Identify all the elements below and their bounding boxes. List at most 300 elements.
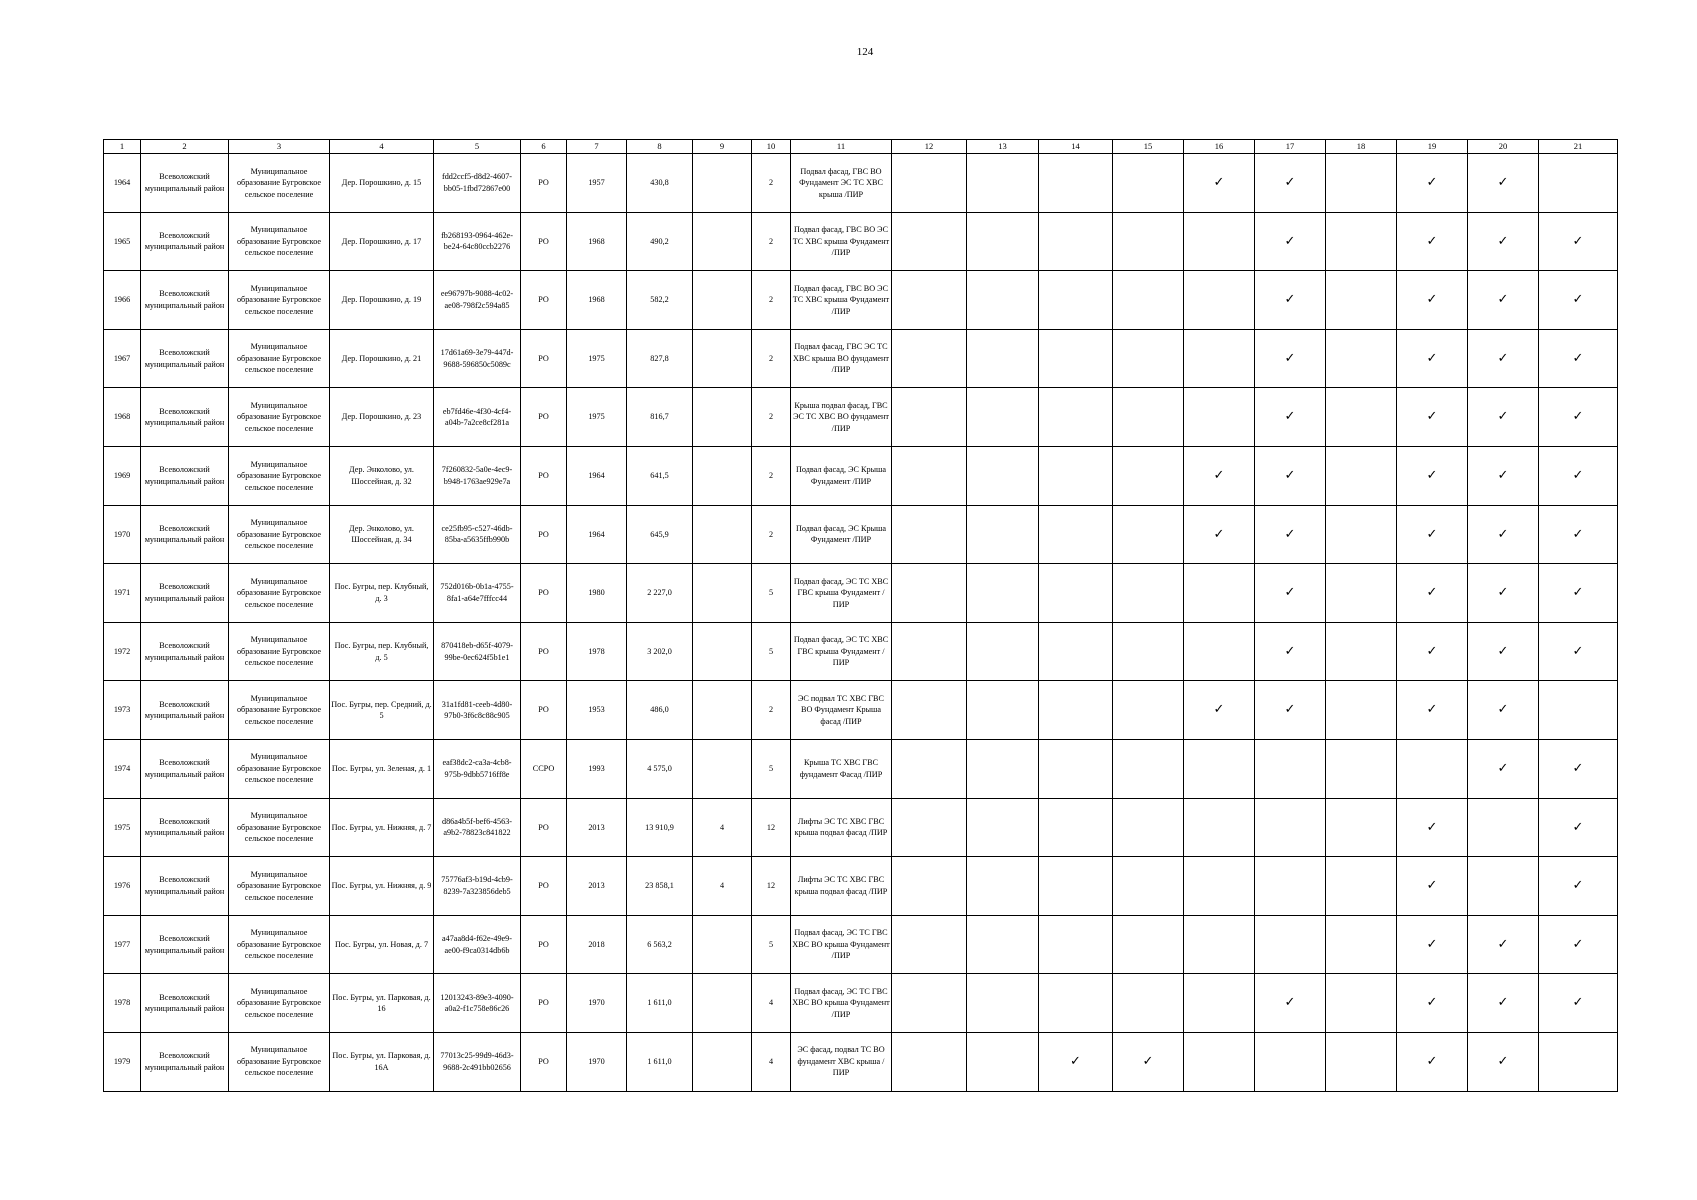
check-cell-19	[1397, 388, 1468, 447]
floors-cell: 2	[752, 329, 791, 388]
build-year-cell: 1968	[567, 271, 627, 330]
check-cell-16	[1184, 564, 1255, 623]
check-cell-18	[1326, 212, 1397, 271]
check-cell-12	[892, 212, 967, 271]
check-cell-15	[1113, 1032, 1184, 1091]
check-cell-20	[1468, 739, 1539, 798]
ownership-type-cell: РО	[521, 564, 567, 623]
check-cell-14	[1039, 681, 1113, 740]
check-cell-20	[1468, 798, 1539, 857]
check-cell-12	[892, 505, 967, 564]
check-cell-21	[1539, 798, 1618, 857]
table-row	[104, 974, 1618, 1033]
district-cell: Всеволожский муниципальный район	[141, 388, 229, 447]
build-year-cell: 1964	[567, 446, 627, 505]
check-cell-17	[1255, 857, 1326, 916]
column-number-4: 4	[330, 140, 434, 154]
row-number: 1965	[104, 212, 141, 271]
check-cell-17	[1255, 271, 1326, 330]
check-cell-12	[892, 154, 967, 213]
floors-cell: 4	[752, 974, 791, 1033]
row-number: 1968	[104, 388, 141, 447]
check-mark-icon: ✓	[1426, 409, 1438, 425]
table-row	[104, 857, 1618, 916]
table-row	[104, 446, 1618, 505]
district-cell: Всеволожский муниципальный район	[141, 564, 229, 623]
check-cell-12	[892, 564, 967, 623]
check-cell-20	[1468, 388, 1539, 447]
check-cell-16	[1184, 798, 1255, 857]
table-row	[104, 798, 1618, 857]
check-cell-13	[967, 271, 1039, 330]
build-year-cell: 1970	[567, 974, 627, 1033]
check-mark-icon: ✓	[1426, 936, 1438, 952]
column-number-17: 17	[1255, 140, 1326, 154]
check-cell-21	[1539, 564, 1618, 623]
check-mark-icon: ✓	[1284, 233, 1296, 249]
area-cell: 486,0	[627, 681, 693, 740]
row-number: 1974	[104, 739, 141, 798]
ownership-type-cell: РО	[521, 1032, 567, 1091]
check-cell-17	[1255, 798, 1326, 857]
check-mark-icon: ✓	[1497, 702, 1509, 718]
check-cell-13	[967, 915, 1039, 974]
house-uid-cell: ce25fb95-c527-46db-85ba-a5635ffb990b	[434, 505, 521, 564]
check-cell-13	[967, 681, 1039, 740]
check-cell-14	[1039, 564, 1113, 623]
address-cell: Пос. Бугры, ул. Нижняя, д. 7	[330, 798, 434, 857]
house-uid-cell: eaf38dc2-ca3a-4cb8-975b-9dbb5716ff8e	[434, 739, 521, 798]
check-cell-13	[967, 154, 1039, 213]
check-cell-17	[1255, 388, 1326, 447]
works-list-cell: Лифты ЭС ТС ХВС ГВС крыша подвал фасад /ПИР	[791, 798, 892, 857]
address-cell: Дер. Порошкино, д. 23	[330, 388, 434, 447]
check-mark-icon: ✓	[1497, 468, 1509, 484]
check-mark-icon: ✓	[1142, 1053, 1154, 1069]
works-list-cell: Подвал фасад, ЭС ТС ГВС ХВС ВО крыша Фундамент /ПИР	[791, 974, 892, 1033]
floors-cell: 2	[752, 154, 791, 213]
floors-cell: 12	[752, 857, 791, 916]
table-row	[104, 271, 1618, 330]
address-cell: Пос. Бугры, ул. Зеленая, д. 1	[330, 739, 434, 798]
check-cell-13	[967, 798, 1039, 857]
check-cell-14	[1039, 622, 1113, 681]
check-mark-icon: ✓	[1497, 585, 1509, 601]
table-row	[104, 564, 1618, 623]
check-mark-icon: ✓	[1497, 995, 1509, 1011]
check-cell-19	[1397, 329, 1468, 388]
check-cell-12	[892, 739, 967, 798]
check-cell-19	[1397, 564, 1468, 623]
check-cell-13	[967, 564, 1039, 623]
check-mark-icon: ✓	[1426, 585, 1438, 601]
area-cell: 430,8	[627, 154, 693, 213]
district-cell: Всеволожский муниципальный район	[141, 681, 229, 740]
check-mark-icon: ✓	[1497, 760, 1509, 776]
check-mark-icon: ✓	[1497, 409, 1509, 425]
check-cell-12	[892, 388, 967, 447]
area-cell: 490,2	[627, 212, 693, 271]
check-cell-13	[967, 388, 1039, 447]
check-mark-icon: ✓	[1426, 1053, 1438, 1069]
column-number-6: 6	[521, 140, 567, 154]
house-uid-cell: 75776af3-b19d-4cb9-8239-7a323856deb5	[434, 857, 521, 916]
house-uid-cell: ee96797b-9088-4c02-ae08-798f2c594a85	[434, 271, 521, 330]
check-cell-21	[1539, 388, 1618, 447]
works-list-cell: Подвал фасад, ЭС ТС ГВС ХВС ВО крыша Фундамент /ПИР	[791, 915, 892, 974]
column-9-cell	[693, 329, 752, 388]
works-list-cell: Подвал фасад, ЭС ТС ХВС ГВС крыша Фундамент /ПИР	[791, 564, 892, 623]
municipality-cell: Муниципальное образование Бугровское сельское поселение	[229, 857, 330, 916]
check-mark-icon: ✓	[1213, 526, 1225, 542]
ownership-type-cell: РО	[521, 798, 567, 857]
build-year-cell: 1957	[567, 154, 627, 213]
check-cell-14	[1039, 388, 1113, 447]
column-number-19: 19	[1397, 140, 1468, 154]
check-cell-16	[1184, 212, 1255, 271]
column-number-2: 2	[141, 140, 229, 154]
check-cell-18	[1326, 329, 1397, 388]
address-cell: Дер. Порошкино, д. 15	[330, 154, 434, 213]
check-cell-12	[892, 446, 967, 505]
check-cell-20	[1468, 622, 1539, 681]
address-cell: Дер. Энколово, ул. Шоссейная, д. 34	[330, 505, 434, 564]
check-mark-icon: ✓	[1572, 350, 1584, 366]
check-cell-18	[1326, 271, 1397, 330]
check-cell-19	[1397, 739, 1468, 798]
address-cell: Дер. Порошкино, д. 19	[330, 271, 434, 330]
ownership-type-cell: РО	[521, 857, 567, 916]
column-number-10: 10	[752, 140, 791, 154]
column-number-20: 20	[1468, 140, 1539, 154]
column-9-cell	[693, 564, 752, 623]
district-cell: Всеволожский муниципальный район	[141, 505, 229, 564]
check-cell-15	[1113, 212, 1184, 271]
check-cell-15	[1113, 857, 1184, 916]
check-cell-12	[892, 271, 967, 330]
column-number-3: 3	[229, 140, 330, 154]
check-cell-16	[1184, 446, 1255, 505]
check-cell-12	[892, 1032, 967, 1091]
check-mark-icon: ✓	[1572, 995, 1584, 1011]
check-cell-16	[1184, 388, 1255, 447]
area-cell: 1 611,0	[627, 974, 693, 1033]
check-cell-16	[1184, 681, 1255, 740]
municipality-cell: Муниципальное образование Бугровское сельское поселение	[229, 271, 330, 330]
check-mark-icon: ✓	[1070, 1053, 1081, 1069]
ownership-type-cell: РО	[521, 681, 567, 740]
district-cell: Всеволожский муниципальный район	[141, 622, 229, 681]
address-cell: Пос. Бугры, пер. Клубный, д. 3	[330, 564, 434, 623]
check-cell-21	[1539, 681, 1618, 740]
row-number: 1970	[104, 505, 141, 564]
check-cell-19	[1397, 681, 1468, 740]
column-9-cell	[693, 388, 752, 447]
works-list-cell: ЭС фасад, подвал ТС ВО фундамент ХВС крыша /ПИР	[791, 1032, 892, 1091]
row-number: 1977	[104, 915, 141, 974]
house-uid-cell: 7f260832-5a0e-4ec9-b948-1763ae929e7a	[434, 446, 521, 505]
build-year-cell: 1975	[567, 329, 627, 388]
check-cell-19	[1397, 857, 1468, 916]
check-mark-icon: ✓	[1284, 526, 1296, 542]
row-number: 1964	[104, 154, 141, 213]
check-mark-icon: ✓	[1497, 292, 1509, 308]
check-cell-20	[1468, 1032, 1539, 1091]
house-uid-cell: d86a4b5f-bef6-4563-a9b2-78823c841822	[434, 798, 521, 857]
table-row	[104, 329, 1618, 388]
address-cell: Пос. Бугры, пер. Клубный, д. 5	[330, 622, 434, 681]
column-number-8: 8	[627, 140, 693, 154]
column-9-cell: 4	[693, 798, 752, 857]
check-cell-12	[892, 915, 967, 974]
municipality-cell: Муниципальное образование Бугровское сельское поселение	[229, 681, 330, 740]
works-list-cell: Крыша подвал фасад, ГВС ЭС ТС ХВС ВО фундамент /ПИР	[791, 388, 892, 447]
build-year-cell: 2018	[567, 915, 627, 974]
check-mark-icon: ✓	[1426, 702, 1438, 718]
table-row	[104, 622, 1618, 681]
house-uid-cell: eb7fd46e-4f30-4cf4-a04b-7a2ce8cf281a	[434, 388, 521, 447]
check-cell-13	[967, 505, 1039, 564]
row-number: 1975	[104, 798, 141, 857]
check-cell-13	[967, 212, 1039, 271]
municipality-cell: Муниципальное образование Бугровское сельское поселение	[229, 505, 330, 564]
check-cell-19	[1397, 915, 1468, 974]
check-mark-icon: ✓	[1572, 643, 1584, 659]
check-cell-12	[892, 857, 967, 916]
check-cell-21	[1539, 857, 1618, 916]
column-9-cell	[693, 446, 752, 505]
check-cell-15	[1113, 388, 1184, 447]
check-cell-15	[1113, 798, 1184, 857]
check-mark-icon: ✓	[1572, 936, 1584, 952]
column-number-5: 5	[434, 140, 521, 154]
check-cell-20	[1468, 564, 1539, 623]
check-mark-icon: ✓	[1572, 878, 1584, 894]
check-cell-16	[1184, 1032, 1255, 1091]
check-mark-icon: ✓	[1426, 819, 1438, 835]
check-cell-12	[892, 681, 967, 740]
row-number: 1972	[104, 622, 141, 681]
check-cell-13	[967, 446, 1039, 505]
column-9-cell: 4	[693, 857, 752, 916]
check-cell-17	[1255, 915, 1326, 974]
check-cell-17	[1255, 681, 1326, 740]
check-cell-17	[1255, 1032, 1326, 1091]
row-number: 1973	[104, 681, 141, 740]
ownership-type-cell: РО	[521, 974, 567, 1033]
column-9-cell	[693, 1032, 752, 1091]
row-number: 1971	[104, 564, 141, 623]
municipality-cell: Муниципальное образование Бугровское сельское поселение	[229, 974, 330, 1033]
check-mark-icon: ✓	[1497, 936, 1509, 952]
area-cell: 2 227,0	[627, 564, 693, 623]
check-cell-18	[1326, 388, 1397, 447]
check-cell-14	[1039, 974, 1113, 1033]
check-mark-icon: ✓	[1572, 819, 1584, 835]
column-9-cell	[693, 974, 752, 1033]
column-9-cell	[693, 212, 752, 271]
check-cell-21	[1539, 271, 1618, 330]
area-cell: 816,7	[627, 388, 693, 447]
check-cell-20	[1468, 212, 1539, 271]
address-cell: Дер. Порошкино, д. 21	[330, 329, 434, 388]
row-number: 1967	[104, 329, 141, 388]
check-cell-18	[1326, 564, 1397, 623]
check-cell-14	[1039, 329, 1113, 388]
row-number: 1966	[104, 271, 141, 330]
column-9-cell	[693, 154, 752, 213]
check-cell-19	[1397, 154, 1468, 213]
check-cell-12	[892, 329, 967, 388]
check-cell-17	[1255, 505, 1326, 564]
build-year-cell: 1980	[567, 564, 627, 623]
row-number: 1969	[104, 446, 141, 505]
column-9-cell	[693, 915, 752, 974]
check-cell-15	[1113, 564, 1184, 623]
ownership-type-cell: РО	[521, 505, 567, 564]
check-cell-21	[1539, 622, 1618, 681]
check-cell-16	[1184, 974, 1255, 1033]
page-number: 124	[856, 46, 874, 58]
ownership-type-cell: РО	[521, 388, 567, 447]
check-mark-icon: ✓	[1426, 526, 1438, 542]
check-cell-21	[1539, 329, 1618, 388]
check-cell-12	[892, 622, 967, 681]
check-mark-icon: ✓	[1284, 350, 1296, 366]
check-cell-20	[1468, 329, 1539, 388]
floors-cell: 2	[752, 271, 791, 330]
check-mark-icon: ✓	[1572, 585, 1584, 601]
check-cell-14	[1039, 857, 1113, 916]
ownership-type-cell: РО	[521, 212, 567, 271]
municipality-cell: Муниципальное образование Бугровское сельское поселение	[229, 564, 330, 623]
check-cell-18	[1326, 1032, 1397, 1091]
column-9-cell	[693, 739, 752, 798]
check-cell-14	[1039, 154, 1113, 213]
table-row	[104, 739, 1618, 798]
works-list-cell: Подвал фасад, ЭС Крыша Фундамент /ПИР	[791, 505, 892, 564]
check-mark-icon: ✓	[1497, 643, 1509, 659]
ownership-type-cell: РО	[521, 622, 567, 681]
check-mark-icon: ✓	[1572, 760, 1584, 776]
column-number-18: 18	[1326, 140, 1397, 154]
check-cell-14	[1039, 915, 1113, 974]
column-number-row	[104, 140, 1618, 154]
check-cell-18	[1326, 622, 1397, 681]
check-cell-21	[1539, 212, 1618, 271]
check-cell-15	[1113, 505, 1184, 564]
check-cell-20	[1468, 505, 1539, 564]
floors-cell: 2	[752, 388, 791, 447]
works-list-cell: Подвал фасад, ГВС ЭС ТС ХВС крыша ВО фундамент /ПИР	[791, 329, 892, 388]
table-row	[104, 388, 1618, 447]
works-list-cell: Крыша ТС ХВС ГВС фундамент Фасад /ПИР	[791, 739, 892, 798]
table-row	[104, 212, 1618, 271]
address-cell: Пос. Бугры, ул. Нижняя, д. 9	[330, 857, 434, 916]
district-cell: Всеволожский муниципальный район	[141, 857, 229, 916]
district-cell: Всеволожский муниципальный район	[141, 154, 229, 213]
table-row	[104, 915, 1618, 974]
column-number-15: 15	[1113, 140, 1184, 154]
check-cell-16	[1184, 154, 1255, 213]
check-cell-19	[1397, 1032, 1468, 1091]
check-mark-icon: ✓	[1284, 643, 1296, 659]
row-number: 1976	[104, 857, 141, 916]
municipality-cell: Муниципальное образование Бугровское сельское поселение	[229, 212, 330, 271]
area-cell: 13 910,9	[627, 798, 693, 857]
check-cell-15	[1113, 446, 1184, 505]
column-number-1: 1	[104, 140, 141, 154]
check-cell-19	[1397, 974, 1468, 1033]
column-number-11: 11	[791, 140, 892, 154]
check-cell-16	[1184, 739, 1255, 798]
registry-table-wrapper	[103, 139, 1618, 1092]
check-mark-icon: ✓	[1284, 585, 1296, 601]
check-mark-icon: ✓	[1284, 409, 1296, 425]
area-cell: 4 575,0	[627, 739, 693, 798]
check-cell-16	[1184, 622, 1255, 681]
ownership-type-cell: РО	[521, 271, 567, 330]
check-cell-21	[1539, 505, 1618, 564]
address-cell: Пос. Бугры, ул. Парковая, д. 16А	[330, 1032, 434, 1091]
check-cell-14	[1039, 271, 1113, 330]
check-cell-15	[1113, 915, 1184, 974]
check-mark-icon: ✓	[1426, 878, 1438, 894]
house-uid-cell: 31a1fd81-ceeb-4d80-97b0-3f6c8c88c905	[434, 681, 521, 740]
ownership-type-cell: РО	[521, 915, 567, 974]
district-cell: Всеволожский муниципальный район	[141, 1032, 229, 1091]
check-mark-icon: ✓	[1497, 350, 1509, 366]
build-year-cell: 1964	[567, 505, 627, 564]
check-cell-17	[1255, 154, 1326, 213]
house-uid-cell: 870418eb-d65f-4079-99be-0ec624f5b1e1	[434, 622, 521, 681]
check-cell-17	[1255, 564, 1326, 623]
check-cell-15	[1113, 271, 1184, 330]
column-9-cell	[693, 622, 752, 681]
check-cell-18	[1326, 154, 1397, 213]
check-cell-18	[1326, 798, 1397, 857]
column-number-7: 7	[567, 140, 627, 154]
address-cell: Дер. Энколово, ул. Шоссейная, д. 32	[330, 446, 434, 505]
district-cell: Всеволожский муниципальный район	[141, 915, 229, 974]
check-cell-20	[1468, 681, 1539, 740]
ownership-type-cell: РО	[521, 329, 567, 388]
municipality-cell: Муниципальное образование Бугровское сельское поселение	[229, 622, 330, 681]
area-cell: 645,9	[627, 505, 693, 564]
table-row	[104, 505, 1618, 564]
check-cell-19	[1397, 271, 1468, 330]
check-cell-18	[1326, 974, 1397, 1033]
build-year-cell: 1968	[567, 212, 627, 271]
check-cell-13	[967, 857, 1039, 916]
check-mark-icon: ✓	[1497, 175, 1509, 191]
floors-cell: 5	[752, 564, 791, 623]
build-year-cell: 1953	[567, 681, 627, 740]
check-mark-icon: ✓	[1213, 468, 1225, 484]
column-number-21: 21	[1539, 140, 1618, 154]
district-cell: Всеволожский муниципальный район	[141, 212, 229, 271]
check-cell-21	[1539, 446, 1618, 505]
check-mark-icon: ✓	[1572, 409, 1584, 425]
column-9-cell	[693, 681, 752, 740]
ownership-type-cell: РО	[521, 154, 567, 213]
municipality-cell: Муниципальное образование Бугровское сельское поселение	[229, 1032, 330, 1091]
address-cell: Пос. Бугры, ул. Парковая, д. 16	[330, 974, 434, 1033]
check-cell-15	[1113, 974, 1184, 1033]
build-year-cell: 1993	[567, 739, 627, 798]
check-cell-20	[1468, 271, 1539, 330]
ownership-type-cell: ССРО	[521, 739, 567, 798]
